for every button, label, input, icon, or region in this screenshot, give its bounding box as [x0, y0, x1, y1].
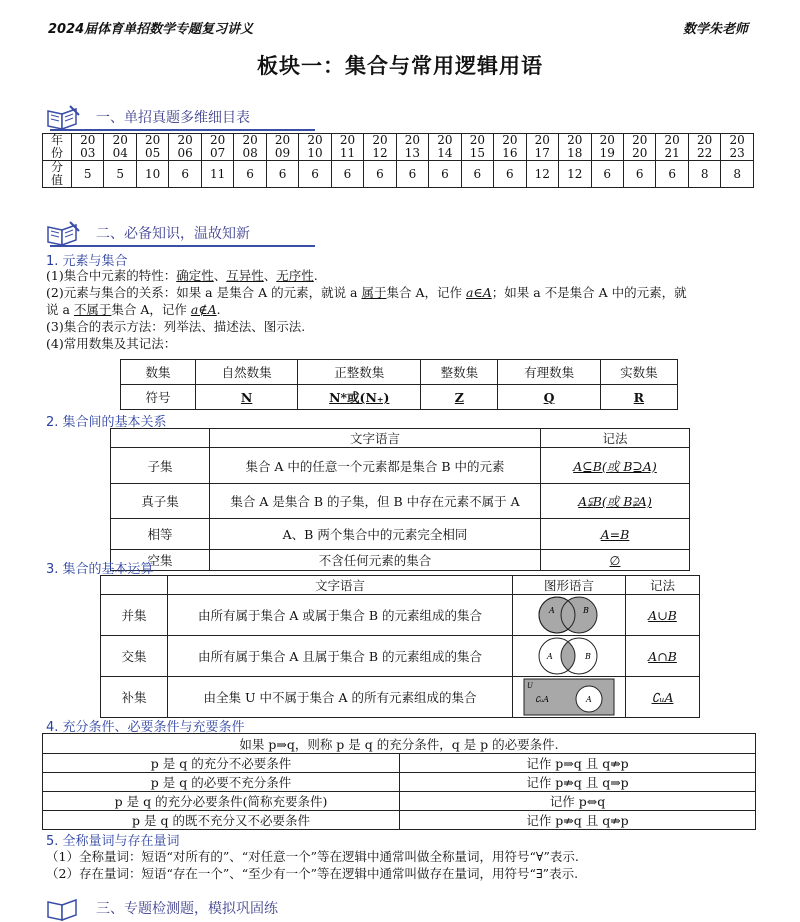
relations-header-row — [111, 429, 690, 448]
elements-text — [46, 267, 758, 352]
year-cell: 20 07 — [201, 134, 233, 161]
quantifiers-text — [46, 848, 758, 882]
section-heading-1 — [46, 105, 346, 131]
operations-cell: 图形语言 — [513, 576, 626, 595]
header-right: 数学朱老师 — [682, 22, 748, 37]
numsets-header-row — [121, 360, 678, 385]
book-icon — [46, 105, 80, 131]
conditions-cell: p 是 q 的既不充分又不必要条件 — [43, 811, 400, 830]
line-properties: (1)集合中元素的特性：确定性、互异性、无序性. — [46, 268, 318, 283]
numsets-cell: 整数集 — [421, 360, 498, 385]
header-left: 2024届体育单招数学专题复习讲义 — [48, 22, 254, 37]
score-cell: 12 — [526, 161, 558, 188]
year-cell: 20 22 — [688, 134, 720, 161]
score-cell: 6 — [266, 161, 298, 188]
year-cell: 20 23 — [721, 134, 754, 161]
relations-row — [111, 550, 690, 571]
year-cell: 20 19 — [591, 134, 623, 161]
conditions-cell: p 是 q 的必要不充分条件 — [43, 773, 400, 792]
subheading-elements: 1. 元素与集合 — [46, 254, 128, 269]
union-venn-diagram — [533, 595, 605, 635]
line-methods: (3)集合的表示方法：列举法、描述法、图示法. — [46, 319, 306, 334]
conditions-top-row — [43, 734, 756, 754]
operations-cell — [513, 677, 626, 718]
operations-cell: 文字语言 — [168, 576, 513, 595]
operations-cell: A∩B — [626, 636, 700, 677]
section-heading-2 — [46, 221, 346, 247]
score-cell: 6 — [591, 161, 623, 188]
score-cell: 8 — [721, 161, 754, 188]
year-cell: 20 09 — [266, 134, 298, 161]
relations-cell: 空集 — [111, 550, 210, 571]
score-cell: 6 — [656, 161, 688, 188]
subheading-quantifiers: 5. 全称量词与存在量词 — [46, 834, 180, 849]
exam-year-table — [42, 133, 754, 188]
operations-cell: 记法 — [626, 576, 700, 595]
conditions-cell: p 是 q 的充分不必要条件 — [43, 754, 400, 773]
score-cell: 6 — [364, 161, 396, 188]
conditions-cell: 记作 p⇒q 且 q⇏p — [400, 754, 756, 773]
numsets-cell: Z — [421, 385, 498, 410]
subheading-relations: 2. 集合间的基本关系 — [46, 415, 167, 430]
score-cell: 6 — [623, 161, 655, 188]
operations-cell: 并集 — [101, 595, 168, 636]
numsets-cell: 实数集 — [600, 360, 677, 385]
relations-cell: ∅ — [541, 550, 690, 571]
year-cell: 20 14 — [429, 134, 461, 161]
relations-cell: 相等 — [111, 519, 210, 550]
svg-text:A: A — [549, 606, 555, 615]
operations-table — [100, 575, 700, 718]
score-cell: 6 — [461, 161, 493, 188]
book-icon — [46, 221, 80, 247]
numsets-cell: 正整数集 — [298, 360, 421, 385]
operations-cell: 交集 — [101, 636, 168, 677]
operations-cell: ∁ᵤA — [626, 677, 700, 718]
svg-text:U: U — [527, 682, 533, 690]
year-cell: 20 17 — [526, 134, 558, 161]
numsets-cell: 有理数集 — [498, 360, 600, 385]
page-header — [48, 18, 748, 38]
numsets-cell: 符号 — [121, 385, 196, 410]
score-cell: 5 — [104, 161, 136, 188]
section-heading-3 — [46, 896, 346, 922]
year-cell: 20 21 — [656, 134, 688, 161]
complement-venn-diagram — [523, 678, 615, 716]
score-cell: 6 — [494, 161, 526, 188]
relations-row — [111, 448, 690, 484]
numsets-cell: Q — [498, 385, 600, 410]
svg-text:B: B — [583, 606, 589, 615]
relations-cell: 不含任何元素的集合 — [210, 550, 541, 571]
score-cell: 10 — [136, 161, 168, 188]
operations-cell: 由所有属于集合 A 或属于集合 B 的元素组成的集合 — [168, 595, 513, 636]
line-universal: （1）全称量词：短语“对所有的”、“对任意一个”等在逻辑中通常叫做全称量词，用符号“∀”表示. — [46, 849, 579, 864]
book-icon — [46, 896, 80, 922]
numsets-cell: 数集 — [121, 360, 196, 385]
relations-cell: 记法 — [541, 429, 690, 448]
year-cell: 20 03 — [72, 134, 104, 161]
operations-cell: 由全集 U 中不属于集合 A 的所有元素组成的集合 — [168, 677, 513, 718]
year-cell: 20 11 — [331, 134, 363, 161]
line-numsets: (4)常用数集及其记法： — [46, 336, 177, 351]
operations-cell: 补集 — [101, 677, 168, 718]
year-cell: 20 06 — [169, 134, 201, 161]
relations-cell: A、B 两个集合中的元素完全相同 — [210, 519, 541, 550]
year-cell: 20 15 — [461, 134, 493, 161]
number-sets-table — [120, 359, 678, 410]
relations-cell: 集合 A 中的任意一个元素都是集合 B 中的元素 — [210, 448, 541, 484]
score-cell: 6 — [299, 161, 331, 188]
conditions-definition: 如果 p⇒q，则称 p 是 q 的充分条件，q 是 p 的必要条件. — [43, 734, 756, 754]
section-underline — [50, 245, 315, 247]
year-cell: 20 10 — [299, 134, 331, 161]
page-title: 板块一：集合与常用逻辑用语 — [257, 54, 543, 78]
year-cell: 20 05 — [136, 134, 168, 161]
operations-cell: 由所有属于集合 A 且属于集合 B 的元素组成的集合 — [168, 636, 513, 677]
score-cell: 12 — [559, 161, 591, 188]
conditions-cell: 记作 p⇏q 且 q⇏p — [400, 811, 756, 830]
svg-text:A: A — [547, 652, 553, 661]
year-cell: 20 08 — [234, 134, 266, 161]
relations-row — [111, 519, 690, 550]
relations-cell: 子集 — [111, 448, 210, 484]
year-cell: 20 12 — [364, 134, 396, 161]
operations-cell — [513, 636, 626, 677]
score-cell: 11 — [201, 161, 233, 188]
year-cell: 20 16 — [494, 134, 526, 161]
numsets-cell: N — [196, 385, 298, 410]
conditions-row — [43, 811, 756, 830]
relations-cell: 文字语言 — [210, 429, 541, 448]
relations-row — [111, 484, 690, 519]
year-label: 年 份 — [43, 134, 72, 161]
subheading-operations: 3. 集合的基本运算 — [46, 562, 154, 577]
year-row — [43, 134, 754, 161]
score-row — [43, 161, 754, 188]
line-existential: （2）存在量词：短语“存在一个”、“至少有一个”等在逻辑中通常叫做存在量词，用符号“∃”表示. — [46, 866, 579, 881]
section-title: 二、必备知识，温故知新 — [96, 226, 250, 242]
subheading-conditions: 4. 充分条件、必要条件与充要条件 — [46, 720, 245, 735]
relations-table — [110, 428, 690, 571]
relations-cell: A⊆B(或 B⊇A) — [541, 448, 690, 484]
conditions-cell: p 是 q 的充分必要条件(简称充要条件) — [43, 792, 400, 811]
numsets-cell: N*或(N₊) — [298, 385, 421, 410]
relations-cell: A=B — [541, 519, 690, 550]
conditions-row — [43, 754, 756, 773]
score-cell: 6 — [396, 161, 428, 188]
year-cell: 20 20 — [623, 134, 655, 161]
operations-row — [101, 677, 700, 718]
year-cell: 20 18 — [559, 134, 591, 161]
conditions-cell: 记作 p⇏q 且 q⇒p — [400, 773, 756, 792]
operations-row — [101, 636, 700, 677]
section-title: 一、单招真题多维细目表 — [96, 110, 250, 126]
operations-header-row — [101, 576, 700, 595]
operations-cell: A∪B — [626, 595, 700, 636]
conditions-table — [42, 733, 756, 830]
line-relation-cont: 说 a 不属于集合 A，记作 a∉A. — [46, 302, 221, 317]
numsets-symbol-row — [121, 385, 678, 410]
relations-cell: 集合 A 是集合 B 的子集，但 B 中存在元素不属于 A — [210, 484, 541, 519]
section-underline — [50, 129, 315, 131]
score-label: 分 值 — [43, 161, 72, 188]
score-cell: 6 — [234, 161, 266, 188]
year-cell: 20 04 — [104, 134, 136, 161]
svg-text:∁ᵤA: ∁ᵤA — [535, 695, 550, 704]
svg-text:B: B — [585, 652, 591, 661]
operations-row — [101, 595, 700, 636]
score-cell: 6 — [429, 161, 461, 188]
conditions-cell: 记作 p⇔q — [400, 792, 756, 811]
operations-cell — [101, 576, 168, 595]
conditions-row — [43, 773, 756, 792]
numsets-cell: R — [600, 385, 677, 410]
score-cell: 5 — [72, 161, 104, 188]
intersection-venn-diagram — [533, 636, 605, 676]
score-cell: 8 — [688, 161, 720, 188]
numsets-cell: 自然数集 — [196, 360, 298, 385]
svg-text:A: A — [586, 695, 592, 704]
relations-cell — [111, 429, 210, 448]
line-relation: (2)元素与集合的关系：如果 a 是集合 A 的元素，就说 a 属于集合 A，记作 a∈A；如果 a 不是集合 A 中的元素，就 — [46, 285, 687, 300]
conditions-row — [43, 792, 756, 811]
relations-cell: 真子集 — [111, 484, 210, 519]
score-cell: 6 — [331, 161, 363, 188]
section-title: 三、专题检测题，模拟巩固练 — [96, 901, 278, 917]
relations-cell: A⫋B(或 B⫌A) — [541, 484, 690, 519]
operations-cell — [513, 595, 626, 636]
score-cell: 6 — [169, 161, 201, 188]
year-cell: 20 13 — [396, 134, 428, 161]
